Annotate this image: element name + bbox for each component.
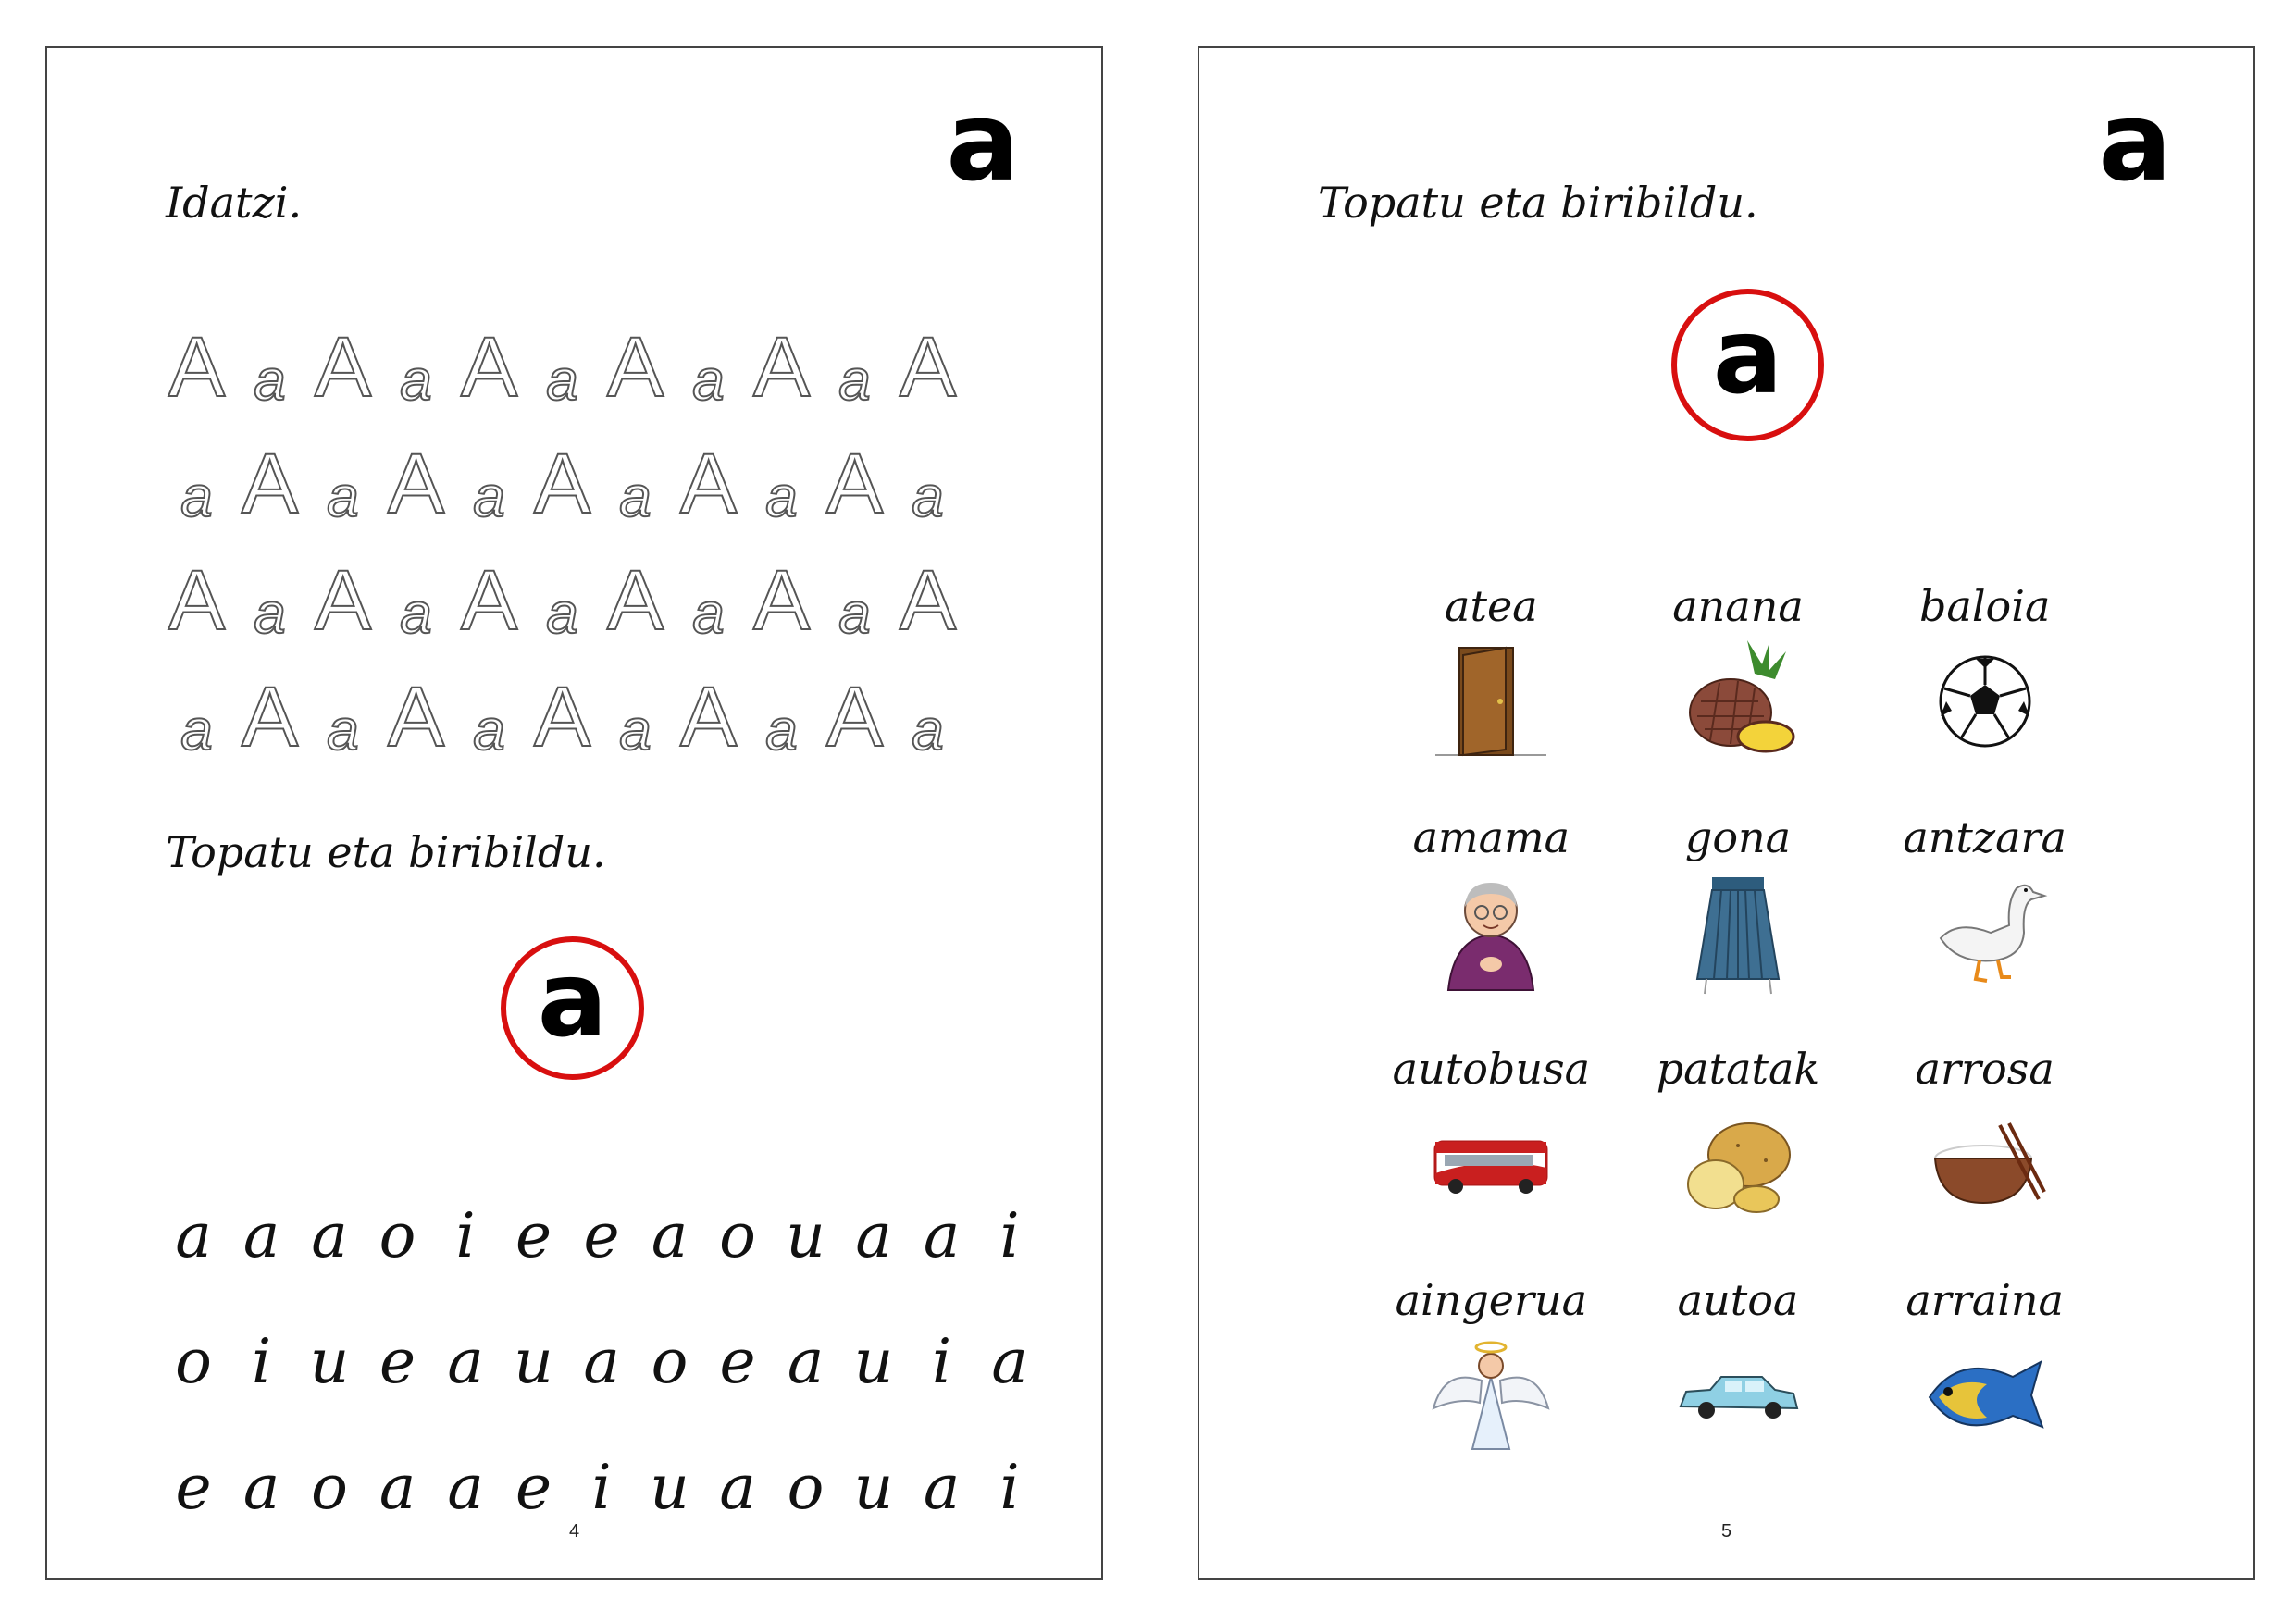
trace-letter: A (752, 320, 811, 415)
trace-letter: A (241, 437, 299, 531)
trace-letter: a (765, 699, 798, 762)
trace-letter: a (546, 582, 578, 646)
grandmother-icon (1426, 868, 1556, 997)
word-label[interactable]: arraina (1905, 1275, 2064, 1325)
word-row (1368, 807, 2108, 1038)
word-row (1368, 576, 2108, 807)
rice-bowl-icon (1920, 1099, 2050, 1229)
trace-letter: A (679, 437, 738, 531)
trace-row (160, 527, 1021, 648)
word-row (1368, 1270, 2108, 1501)
trace-letter: A (752, 553, 811, 648)
car-icon (1673, 1331, 1803, 1460)
vowel-letter[interactable]: o (787, 1451, 825, 1523)
vowel-letter[interactable]: u (650, 1451, 689, 1523)
vowel-letter[interactable]: i (455, 1199, 476, 1271)
worksheet-page-left (45, 46, 1103, 1580)
goose-icon (1920, 868, 2050, 997)
word-item[interactable] (1615, 576, 1862, 807)
target-letter-circle (501, 936, 644, 1080)
word-label[interactable]: gona (1684, 812, 1792, 862)
trace-letter: A (314, 553, 372, 648)
potatoes-icon (1673, 1099, 1803, 1229)
vowel-search-rows (162, 1172, 1041, 1550)
target-letter: a (1712, 296, 1783, 417)
word-item[interactable] (1861, 1270, 2108, 1501)
instruction-find: Topatu eta biribildu. (166, 827, 606, 877)
trace-letter: A (168, 553, 226, 648)
trace-letter: A (899, 553, 957, 648)
vowel-letter[interactable]: a (583, 1325, 620, 1397)
vowel-letter[interactable]: u (853, 1451, 894, 1523)
vowel-letter[interactable]: i (591, 1451, 612, 1523)
word-label[interactable]: amama (1412, 812, 1570, 862)
fish-icon (1920, 1331, 2050, 1460)
trace-letter: a (327, 465, 359, 529)
vowel-letter[interactable]: u (853, 1325, 894, 1397)
vowel-letter[interactable]: o (311, 1451, 348, 1523)
word-item[interactable] (1615, 1270, 1862, 1501)
vowel-letter[interactable]: a (651, 1199, 689, 1271)
instruction-write: Idatzi. (166, 178, 303, 228)
trace-letter: a (765, 465, 798, 529)
trace-letter: a (180, 465, 213, 529)
trace-letter: a (473, 465, 505, 529)
vowel-letter[interactable]: a (242, 1199, 280, 1271)
trace-letter: A (533, 670, 591, 764)
vowel-letter[interactable]: a (242, 1451, 280, 1523)
soccer-ball-icon (1920, 637, 2050, 766)
word-picture-grid (1368, 576, 2108, 1501)
trace-letter: A (168, 320, 226, 415)
corner-letter: a (2098, 78, 2172, 205)
trace-letter: a (473, 699, 505, 762)
trace-letter: a (619, 699, 652, 762)
page-number: 5 (1720, 1521, 1732, 1542)
trace-letter: a (912, 465, 944, 529)
trace-letter: A (241, 670, 299, 764)
worksheet-page-right (1198, 46, 2255, 1580)
vowel-row (162, 1172, 1041, 1298)
trace-letter: a (327, 699, 359, 762)
trace-row (160, 410, 1021, 531)
vowel-letter[interactable]: i (931, 1325, 952, 1397)
word-label[interactable]: atea (1445, 581, 1538, 631)
trace-row (160, 293, 1021, 415)
vowel-letter[interactable]: e (175, 1451, 212, 1523)
word-item[interactable] (1861, 1038, 2108, 1270)
word-label[interactable]: patatak (1656, 1044, 1820, 1094)
vowel-letter[interactable]: a (379, 1451, 416, 1523)
tracing-rows (160, 293, 1021, 764)
bus-icon (1426, 1099, 1556, 1229)
trace-letter: A (606, 320, 664, 415)
vowel-letter[interactable]: o (651, 1325, 689, 1397)
instruction-find: Topatu eta biribildu. (1318, 178, 1758, 228)
vowel-letter[interactable]: i (251, 1325, 272, 1397)
page-number: 4 (568, 1521, 580, 1542)
word-item[interactable] (1368, 576, 1615, 807)
vowel-letter[interactable]: a (787, 1325, 825, 1397)
word-label[interactable]: autoa (1677, 1275, 1799, 1325)
trace-letter: A (679, 670, 738, 764)
vowel-letter[interactable]: a (855, 1199, 892, 1271)
trace-letter: A (825, 670, 884, 764)
trace-letter: A (460, 553, 518, 648)
skirt-icon (1673, 868, 1803, 997)
trace-letter: a (400, 582, 432, 646)
vowel-letter[interactable]: a (923, 1451, 961, 1523)
vowel-letter[interactable]: e (515, 1199, 552, 1271)
trace-letter: a (254, 349, 286, 413)
vowel-letter[interactable]: e (379, 1325, 416, 1397)
vowel-letter[interactable]: a (175, 1199, 212, 1271)
trace-letter: a (546, 349, 578, 413)
vowel-letter[interactable]: u (514, 1325, 553, 1397)
vowel-letter[interactable]: a (447, 1325, 484, 1397)
vowel-letter[interactable]: u (786, 1199, 825, 1271)
trace-letter: A (314, 320, 372, 415)
trace-letter: a (838, 349, 871, 413)
trace-letter: A (825, 437, 884, 531)
target-letter-circle (1671, 289, 1824, 441)
word-item[interactable] (1368, 1038, 1615, 1270)
vowel-letter[interactable]: a (991, 1325, 1028, 1397)
trace-letter: A (387, 437, 445, 531)
word-label[interactable]: anana (1672, 581, 1804, 631)
trace-letter: A (606, 553, 664, 648)
trace-letter: a (692, 582, 725, 646)
word-label[interactable]: baloia (1918, 581, 2051, 631)
word-label[interactable]: aingerua (1395, 1275, 1588, 1325)
angel-icon (1426, 1331, 1556, 1460)
trace-letter: A (533, 437, 591, 531)
vowel-letter[interactable]: e (515, 1451, 552, 1523)
trace-letter: a (619, 465, 652, 529)
vowel-letter[interactable]: a (447, 1451, 484, 1523)
trace-letter: a (838, 582, 871, 646)
vowel-letter[interactable]: e (583, 1199, 620, 1271)
vowel-letter[interactable]: a (311, 1199, 348, 1271)
vowel-letter[interactable]: a (719, 1451, 756, 1523)
vowel-letter[interactable]: e (719, 1325, 756, 1397)
vowel-letter[interactable]: i (999, 1451, 1020, 1523)
vowel-row (162, 1298, 1041, 1424)
target-letter: a (537, 939, 608, 1060)
word-label[interactable]: autobusa (1392, 1044, 1590, 1094)
word-label[interactable]: arrosa (1915, 1044, 2054, 1094)
door-icon (1426, 637, 1556, 766)
vowel-letter[interactable]: o (175, 1325, 212, 1397)
word-item[interactable] (1861, 807, 2108, 1038)
pineapple-icon (1673, 637, 1803, 766)
vowel-letter[interactable]: i (999, 1199, 1020, 1271)
vowel-letter[interactable]: a (923, 1199, 961, 1271)
trace-letter: a (254, 582, 286, 646)
trace-letter: a (912, 699, 944, 762)
vowel-letter[interactable]: u (309, 1325, 350, 1397)
word-item[interactable] (1368, 1270, 1615, 1501)
word-item[interactable] (1615, 807, 1862, 1038)
word-item[interactable] (1368, 807, 1615, 1038)
trace-letter: a (400, 349, 432, 413)
trace-letter: A (899, 320, 957, 415)
word-label[interactable]: antzara (1903, 812, 2066, 862)
trace-letter: a (692, 349, 725, 413)
word-row (1368, 1038, 2108, 1270)
trace-letter: A (460, 320, 518, 415)
vowel-letter[interactable]: o (719, 1199, 756, 1271)
vowel-letter[interactable]: o (379, 1199, 416, 1271)
word-item[interactable] (1861, 576, 2108, 807)
trace-letter: A (387, 670, 445, 764)
word-item[interactable] (1615, 1038, 1862, 1270)
trace-letter: a (180, 699, 213, 762)
trace-row (160, 643, 1021, 764)
corner-letter: a (946, 78, 1020, 205)
